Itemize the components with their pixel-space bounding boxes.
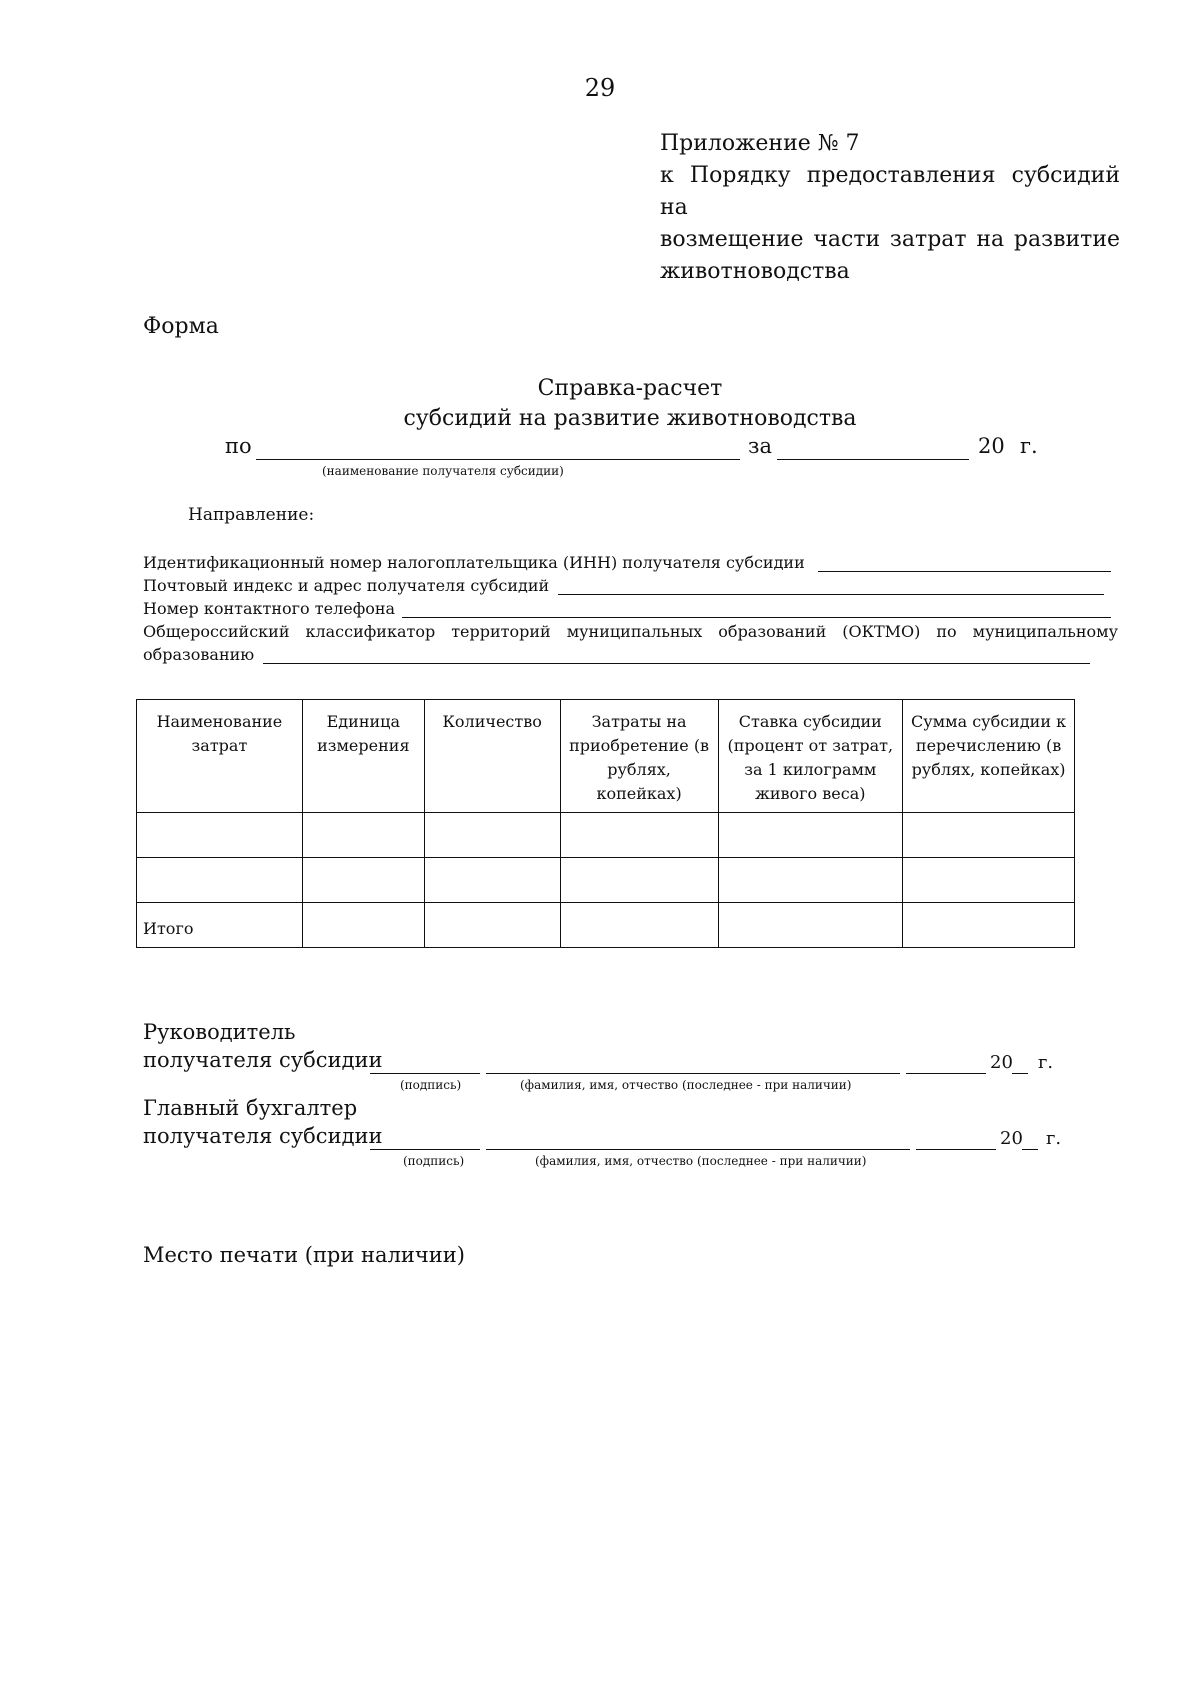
accountant-year-field[interactable] [1022,1149,1038,1150]
head-signature-field[interactable] [370,1073,480,1074]
head-label-cont: получателя субсидии [143,1048,383,1072]
head-label: Руководитель [143,1020,296,1044]
table-header-cell: Сумма субсидии к перечислению (в рублях, копейках) [903,700,1075,813]
table-header-row [137,700,1075,813]
accountant-year-suffix: г. [1046,1128,1062,1149]
inn-field[interactable] [818,571,1111,572]
accountant-name-caption: (фамилия, имя, отчество (последнее - при наличии) [535,1154,867,1168]
head-name-field[interactable] [486,1073,900,1074]
appendix-block [660,128,1120,288]
phone-label: Номер контактного телефона [143,599,396,618]
address-label: Почтовый индекс и адрес получателя субсидий [143,576,550,595]
recipient-caption: (наименование получателя субсидии) [322,464,564,478]
table-cell[interactable] [137,858,303,903]
oktmo-field[interactable] [263,663,1090,664]
table-cell[interactable] [903,858,1075,903]
table-cell[interactable] [903,813,1075,858]
table-cell[interactable] [718,813,903,858]
appendix-line: возмещение части затрат на развитие [660,227,1120,252]
period-field[interactable] [777,459,969,460]
table-total-row [137,903,1075,948]
appendix-line: к Порядку предоставления субсидий на [660,163,1120,220]
accountant-signature-field[interactable] [370,1149,480,1150]
page-number: 29 [584,74,616,102]
accountant-label-cont: получателя субсидии [143,1124,383,1148]
table-row [137,813,1075,858]
period-label: за [748,434,772,458]
inn-label: Идентификационный номер налогоплательщика (ИНН) получателя субсидии [143,553,805,572]
accountant-signature-caption: (подпись) [403,1154,465,1168]
recipient-name-field[interactable] [256,459,740,460]
table-header-cell: Количество [424,700,560,813]
accountant-label: Главный бухгалтер [143,1096,358,1120]
head-date-field[interactable] [906,1073,986,1074]
table-cell[interactable] [903,903,1075,948]
stamp-label: Место печати (при наличии) [143,1243,465,1267]
accountant-date-field[interactable] [916,1149,996,1150]
total-label: Итого [137,903,303,948]
table-cell[interactable] [302,858,424,903]
table-cell[interactable] [302,903,424,948]
document-title: Справка-расчет [537,376,723,401]
table-header-cell: Ставка субсидии (процент от затрат, за 1 килограмм живого веса) [718,700,903,813]
address-field[interactable] [558,594,1104,595]
table-header-cell: Наименование затрат [137,700,303,813]
table-cell[interactable] [560,858,718,903]
table-cell[interactable] [718,858,903,903]
document-subtitle: субсидий на развитие животноводства [403,406,857,431]
table-cell[interactable] [424,903,560,948]
head-year-suffix: г. [1038,1052,1054,1073]
head-year-prefix: 20 [990,1052,1013,1073]
year-suffix: г. [1020,434,1038,458]
recipient-prefix: по [225,434,252,458]
accountant-year-prefix: 20 [1000,1128,1023,1149]
table-cell[interactable] [137,813,303,858]
costs-table [136,699,1075,948]
year-prefix: 20 [978,434,1005,458]
oktmo-label: Общероссийский классификатор территорий муниципальных образований (ОКТМО) по муниципальному [143,622,1118,641]
appendix-line: животноводства [660,259,850,284]
head-year-field[interactable] [1012,1073,1028,1074]
accountant-name-field[interactable] [486,1149,910,1150]
oktmo-label-cont: образованию [143,645,255,664]
direction-label: Направление: [188,505,315,525]
table-cell[interactable] [718,903,903,948]
table-cell[interactable] [302,813,424,858]
phone-field[interactable] [402,617,1111,618]
appendix-line: Приложение № 7 [660,131,860,156]
form-label: Форма [143,314,219,339]
table-header-cell: Затраты на приобретение (в рублях, копейках) [560,700,718,813]
table-cell[interactable] [424,858,560,903]
table-row [137,858,1075,903]
table-cell[interactable] [424,813,560,858]
table-cell[interactable] [560,903,718,948]
table-cell[interactable] [560,813,718,858]
head-name-caption: (фамилия, имя, отчество (последнее - при наличии) [520,1078,852,1092]
table-header-cell: Единица измерения [302,700,424,813]
head-signature-caption: (подпись) [400,1078,462,1092]
